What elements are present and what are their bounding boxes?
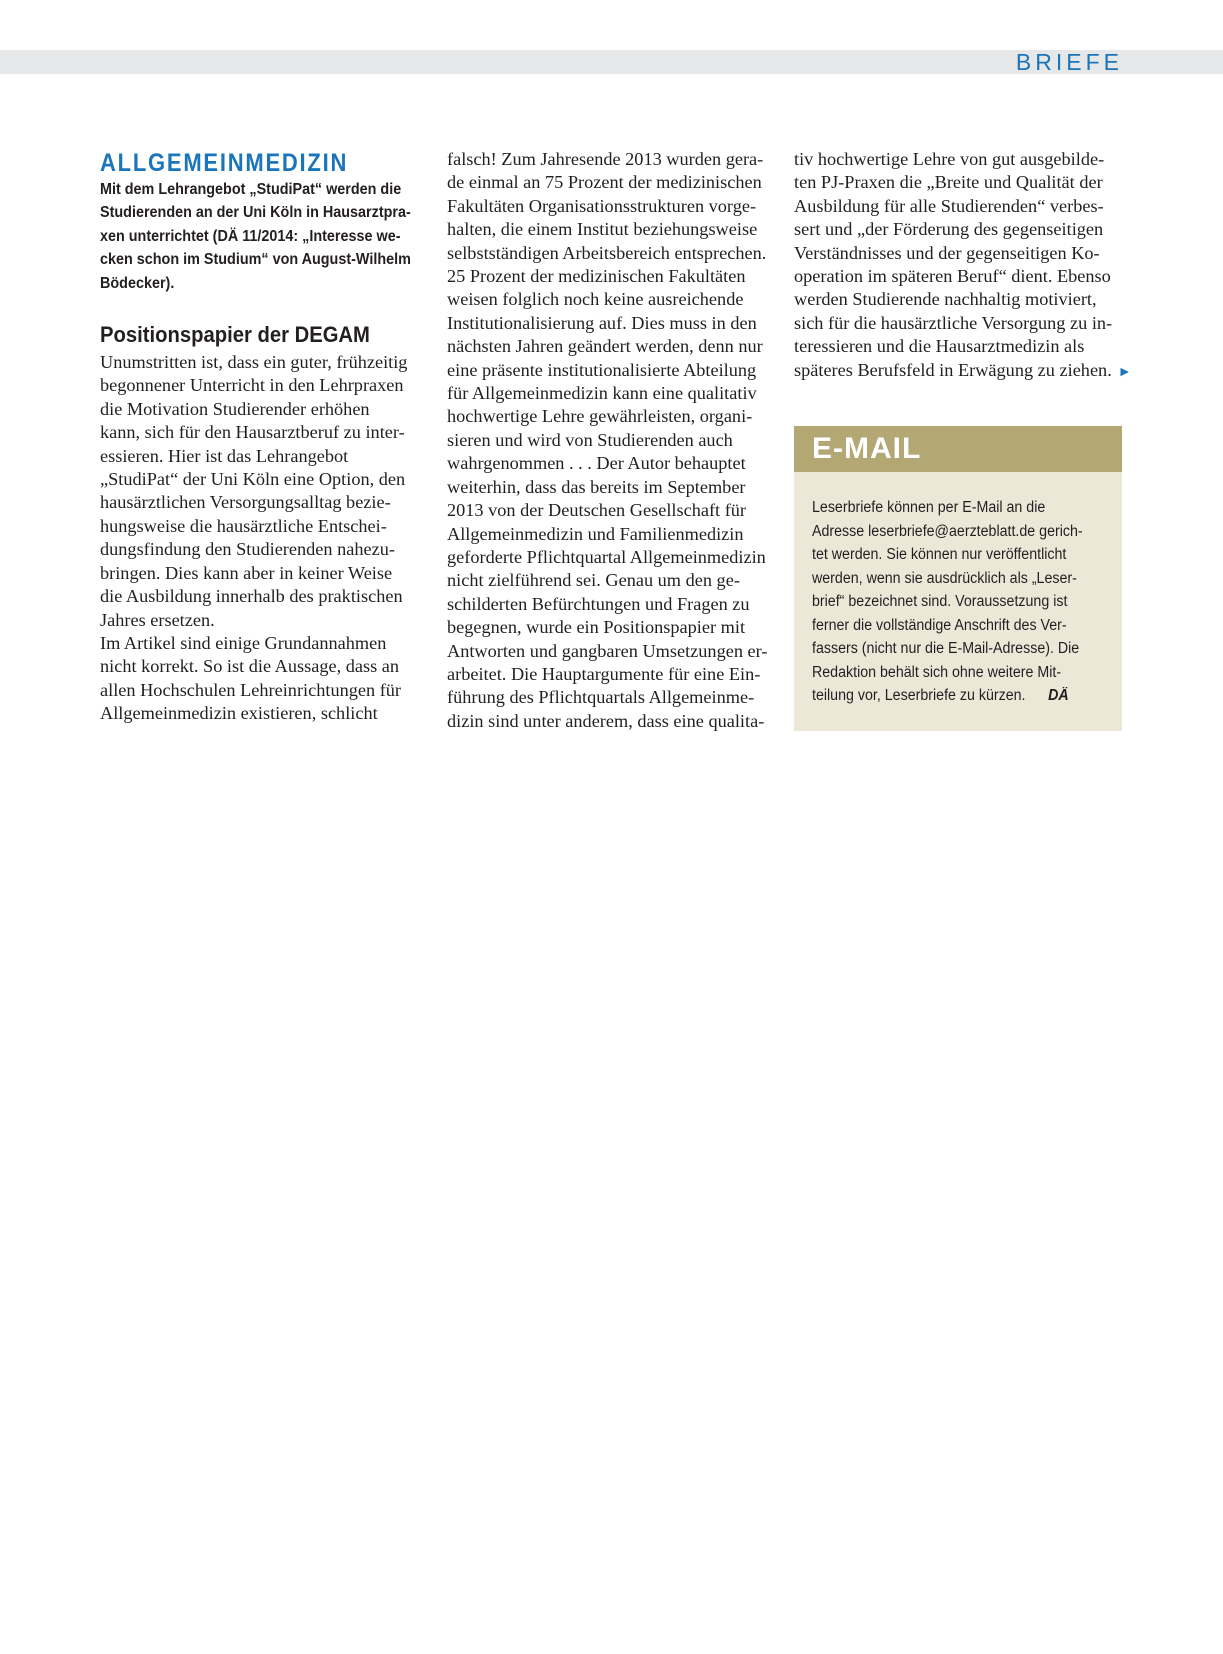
body-line: begonnener Unterricht in den Lehrpraxen xyxy=(100,375,404,396)
body-line: Ausbildung für alle Studierenden“ verbes- xyxy=(794,195,1104,216)
body-line: für Allgemeinmedizin kann eine qualitativ xyxy=(447,383,757,404)
body-line: die Motivation Studierender erhöhen xyxy=(100,398,370,419)
email-box-line: tet werden. Sie können nur veröffentlicht xyxy=(812,546,1067,563)
body-line: bringen. Dies kann aber in keiner Weise xyxy=(100,562,393,583)
body-line: tiv hochwertige Lehre von gut ausgebilde- xyxy=(794,149,1105,169)
email-box-line: brief“ bezeichnet sind. Voraussetzung ist xyxy=(812,593,1068,610)
body-line: schilderten Befürchtungen und Fragen zu xyxy=(447,593,750,614)
body-line: führung des Pflichtquartals Allgemeinme- xyxy=(447,687,755,708)
email-box-line: Redaktion behält sich ohne weitere Mit- xyxy=(812,663,1062,681)
body-line: hochwertige Lehre gewährleisten, organi- xyxy=(447,406,753,427)
body-line: geforderte Pflichtquartal Allgemeinmedizin xyxy=(447,546,766,567)
body-line: sieren und wird von Studierenden auch xyxy=(447,429,733,450)
body-text xyxy=(100,351,424,726)
body-line: hausärztlichen Versorgungsalltag bezie- xyxy=(100,492,391,513)
body-line: Fakultäten Organisationsstrukturen vorge- xyxy=(447,195,757,216)
email-box-body xyxy=(794,472,1122,708)
email-box-line: ferner die vollständige Anschrift des Ver- xyxy=(812,616,1067,634)
email-box-line: fassers (nicht nur die E-Mail-Adresse). Die xyxy=(812,640,1080,657)
body-line: ten PJ-Praxen die „Breite und Qualität der xyxy=(794,172,1103,193)
body-line: weisen folglich noch keine ausreichende xyxy=(447,289,744,310)
email-box-line: werden, wenn sie ausdrücklich als „Leser- xyxy=(812,569,1077,587)
section-label: BRIEFE xyxy=(1015,49,1123,75)
lead-line: Bödecker). xyxy=(100,274,175,292)
body-line: falsch! Zum Jahresende 2013 wurden gera- xyxy=(447,149,764,169)
email-box-title: E-MAIL xyxy=(794,426,1122,472)
email-box-line-text: teilung vor, Leserbriefe zu kürzen. xyxy=(812,687,1026,704)
body-line: nicht korrekt. So ist die Aussage, dass an xyxy=(100,656,400,677)
body-line: begegnen, wurde ein Positionspapier mit xyxy=(447,617,746,638)
body-line: sert und „der Förderung des gegenseitigen xyxy=(794,219,1104,240)
body-line: 2013 von der Deutschen Gesellschaft für xyxy=(447,500,747,521)
continue-arrow-icon: ► xyxy=(1117,364,1132,380)
body-line: hungsweise die hausärztliche Entschei- xyxy=(100,515,387,536)
body-line: Im Artikel sind einige Grundannahmen xyxy=(100,632,387,653)
body-line: Antworten und gangbaren Umsetzungen er- xyxy=(447,640,768,661)
body-line: 25 Prozent der medizinischen Fakultäten xyxy=(447,266,746,287)
lead-line: cken schon im Studium“ von August-Wilhelm xyxy=(100,251,411,269)
column-2 xyxy=(447,148,774,733)
lead-line: Mit dem Lehrangebot „StudiPat“ werden die xyxy=(100,181,402,198)
body-line: nächsten Jahren geändert werden, denn nur xyxy=(447,336,763,357)
body-line: halten, die einem Institut beziehungsweise xyxy=(447,219,758,240)
signature: DÄ xyxy=(1048,687,1069,704)
body-line: arbeitet. Die Hauptargumente für eine Ein- xyxy=(447,663,761,684)
email-box-line: Leserbriefe können per E-Mail an die xyxy=(812,499,1046,516)
body-line: operation im späteren Beruf“ dient. Ebenso xyxy=(794,266,1111,287)
body-line: Institutionalisierung auf. Dies muss in den xyxy=(447,312,757,333)
body-line: dizin sind unter anderem, dass eine qualita- xyxy=(447,710,765,731)
body-line: Allgemeinmedizin existieren, schlicht xyxy=(100,703,378,724)
body-line: werden Studierende nachhaltig motiviert, xyxy=(794,289,1097,310)
body-line: weiterhin, dass das bereits im September xyxy=(447,476,746,497)
email-info-box xyxy=(794,426,1122,731)
body-line: nicht zielführend sei. Genau um den ge- xyxy=(447,570,740,591)
column-3 xyxy=(794,148,1130,384)
body-line: kann, sich für den Hausarztberuf zu inter- xyxy=(100,422,405,443)
body-line: eine präsente institutionalisierte Abteilung xyxy=(447,359,757,380)
body-line: die Ausbildung innerhalb des praktischen xyxy=(100,586,403,607)
lead-line: Studierenden an der Uni Köln in Hausarztpra- xyxy=(100,204,411,222)
body-line: Allgemeinmedizin und Familienmedizin xyxy=(447,523,744,544)
body-line: de einmal an 75 Prozent der medizinischen xyxy=(447,172,762,193)
article-headline: Positionspapier der DEGAM xyxy=(100,322,370,348)
body-line-text: späteres Berufsfeld in Erwägung zu ziehen. xyxy=(794,359,1112,380)
body-line xyxy=(794,359,1130,384)
kicker: ALLGEMEINMEDIZIN xyxy=(100,149,349,177)
column-1 xyxy=(100,148,424,726)
lead-text xyxy=(100,178,424,295)
body-line: sich für die hausärztliche Versorgung zu in- xyxy=(794,312,1113,333)
body-line: Jahres ersetzen. xyxy=(100,609,215,630)
body-line: dungsfindung den Studierenden nahezu- xyxy=(100,539,395,560)
body-line: Unumstritten ist, dass ein guter, frühzeitig xyxy=(100,352,408,373)
email-box-line xyxy=(812,684,1084,708)
body-line: allen Hochschulen Lehreinrichtungen für xyxy=(100,679,402,700)
lead-line: xen unterrichtet (DÄ 11/2014: „Interesse we- xyxy=(100,227,401,245)
body-line: selbstständigen Arbeitsbereich entsprechen. xyxy=(447,242,767,263)
body-line: „StudiPat“ der Uni Köln eine Option, den xyxy=(100,469,406,490)
body-line: teressieren und die Hausarztmedizin als xyxy=(794,336,1085,357)
body-line: essieren. Hier ist das Lehrangebot xyxy=(100,445,349,466)
body-line: Verständnisses und der gegenseitigen Ko- xyxy=(794,242,1100,263)
body-line: wahrgenommen . . . Der Autor behauptet xyxy=(447,453,746,474)
email-box-line: Adresse leserbriefe@aerzteblatt.de gerich- xyxy=(812,522,1083,540)
